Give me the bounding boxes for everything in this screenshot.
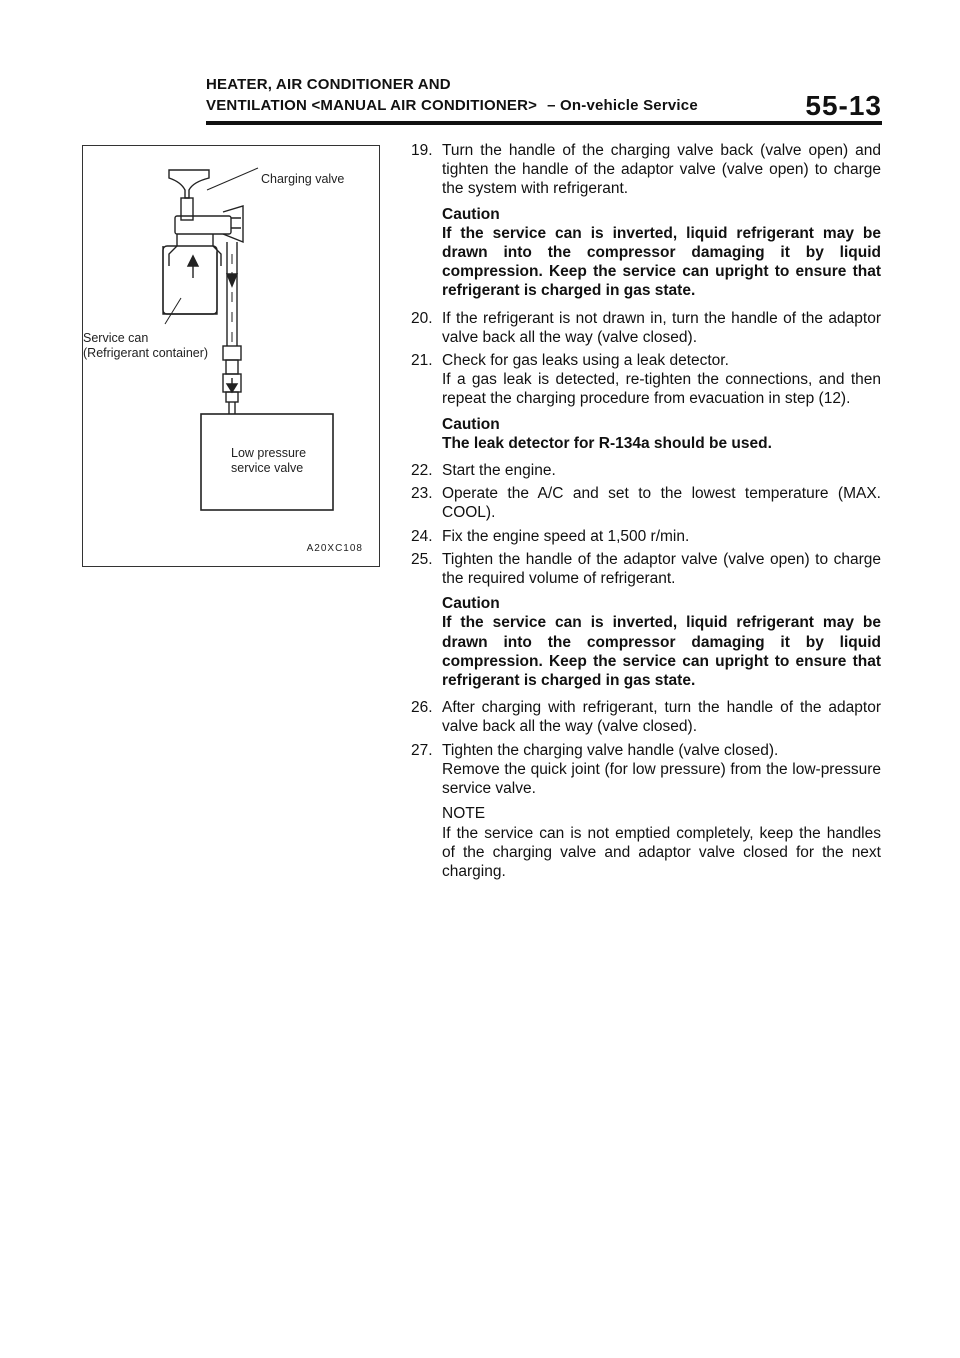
- label-service-valve: service valve: [231, 461, 304, 475]
- header-section: – On-vehicle Service: [547, 97, 698, 114]
- caution-block: [411, 415, 881, 453]
- page-number: 55-13: [805, 90, 882, 121]
- caution-title: Caution: [442, 595, 500, 613]
- step-20: [411, 309, 881, 347]
- note-title: NOTE: [442, 805, 486, 823]
- step-text: Operate the A/C and set to the lowest temperature (MAX. COOL).: [442, 485, 881, 522]
- page-header: [206, 76, 882, 124]
- note-text: If the service can is not emptied completely, keep the handles of the charging valve and adaptor valve closed for the next charging.: [442, 824, 881, 880]
- step-22: [411, 461, 881, 480]
- step-number: 23.: [411, 485, 433, 503]
- step-number: 25.: [411, 550, 433, 568]
- caution-text: If the service can is inverted, liquid refrigerant may be drawn into the compressor damaging it by liquid compression. Keep the service can upright to ensure that refrigerant is charged in gas state.: [442, 614, 881, 690]
- charging-diagram: [82, 145, 380, 567]
- step-number: 24.: [411, 527, 433, 545]
- step-19: [411, 141, 881, 199]
- step-23: [411, 484, 881, 522]
- note-block: [411, 804, 881, 881]
- caution-title: Caution: [442, 415, 500, 433]
- step-number: 27.: [411, 741, 433, 759]
- caution-block: [411, 205, 881, 301]
- header-rule: [206, 121, 882, 125]
- step-21: [411, 351, 881, 409]
- label-low-pressure: Low pressure: [231, 446, 307, 460]
- step-text: Tighten the handle of the adaptor valve (valve open) to charge the required volume of refrigerant.: [442, 550, 881, 588]
- header-title-line2: [206, 97, 698, 114]
- header-title-line1: HEATER, AIR CONDITIONER AND: [206, 76, 451, 93]
- label-service-can: Service can: [83, 331, 149, 345]
- header-chapter: VENTILATION <MANUAL AIR CONDITIONER>: [206, 97, 538, 114]
- step-26: [411, 698, 881, 736]
- step-text: Check for gas leaks using a leak detector.: [442, 352, 729, 370]
- figure-code: A20XC108: [306, 543, 363, 554]
- step-27: [411, 741, 881, 799]
- label-charging-valve: Charging valve: [261, 172, 345, 186]
- step-number: 22.: [411, 462, 433, 480]
- label-refrigerant-container: (Refrigerant container): [83, 346, 209, 360]
- step-number: 19.: [411, 142, 433, 159]
- step-24: [411, 527, 881, 546]
- procedure-text: [411, 141, 881, 889]
- step-text-continued: Remove the quick joint (for low pressure) from the low-pressure service valve.: [442, 760, 881, 798]
- step-25: [411, 550, 881, 588]
- caution-block: [411, 594, 881, 690]
- step-text: Turn the handle of the charging valve back (valve open) and tighten the handle of the adaptor valve (valve open) to charge the system with refrigerant.: [442, 142, 881, 198]
- caution-title: Caution: [442, 205, 500, 223]
- step-number: 21.: [411, 352, 433, 370]
- caution-text: The leak detector for R-134a should be used.: [442, 434, 772, 452]
- step-text: If the refrigerant is not drawn in, turn the handle of the adaptor valve back all the way (valve closed).: [442, 309, 881, 346]
- step-number: 20.: [411, 309, 433, 327]
- step-text: Tighten the charging valve handle (valve closed).: [442, 741, 779, 759]
- step-text: After charging with refrigerant, turn the handle of the adaptor valve back all the way (valve closed).: [442, 699, 881, 736]
- step-number: 26.: [411, 699, 433, 717]
- step-text: Fix the engine speed at 1,500 r/min.: [442, 527, 690, 545]
- step-text: Start the engine.: [442, 462, 556, 480]
- step-text-continued: If a gas leak is detected, re-tighten the connections, and then repeat the charging procedure from evacuation in step (12).: [442, 371, 881, 408]
- caution-text: If the service can is inverted, liquid refrigerant may be drawn into the compressor damaging it by liquid compression. Keep the service can upright to ensure that refrigerant is charged in gas state.: [442, 224, 881, 300]
